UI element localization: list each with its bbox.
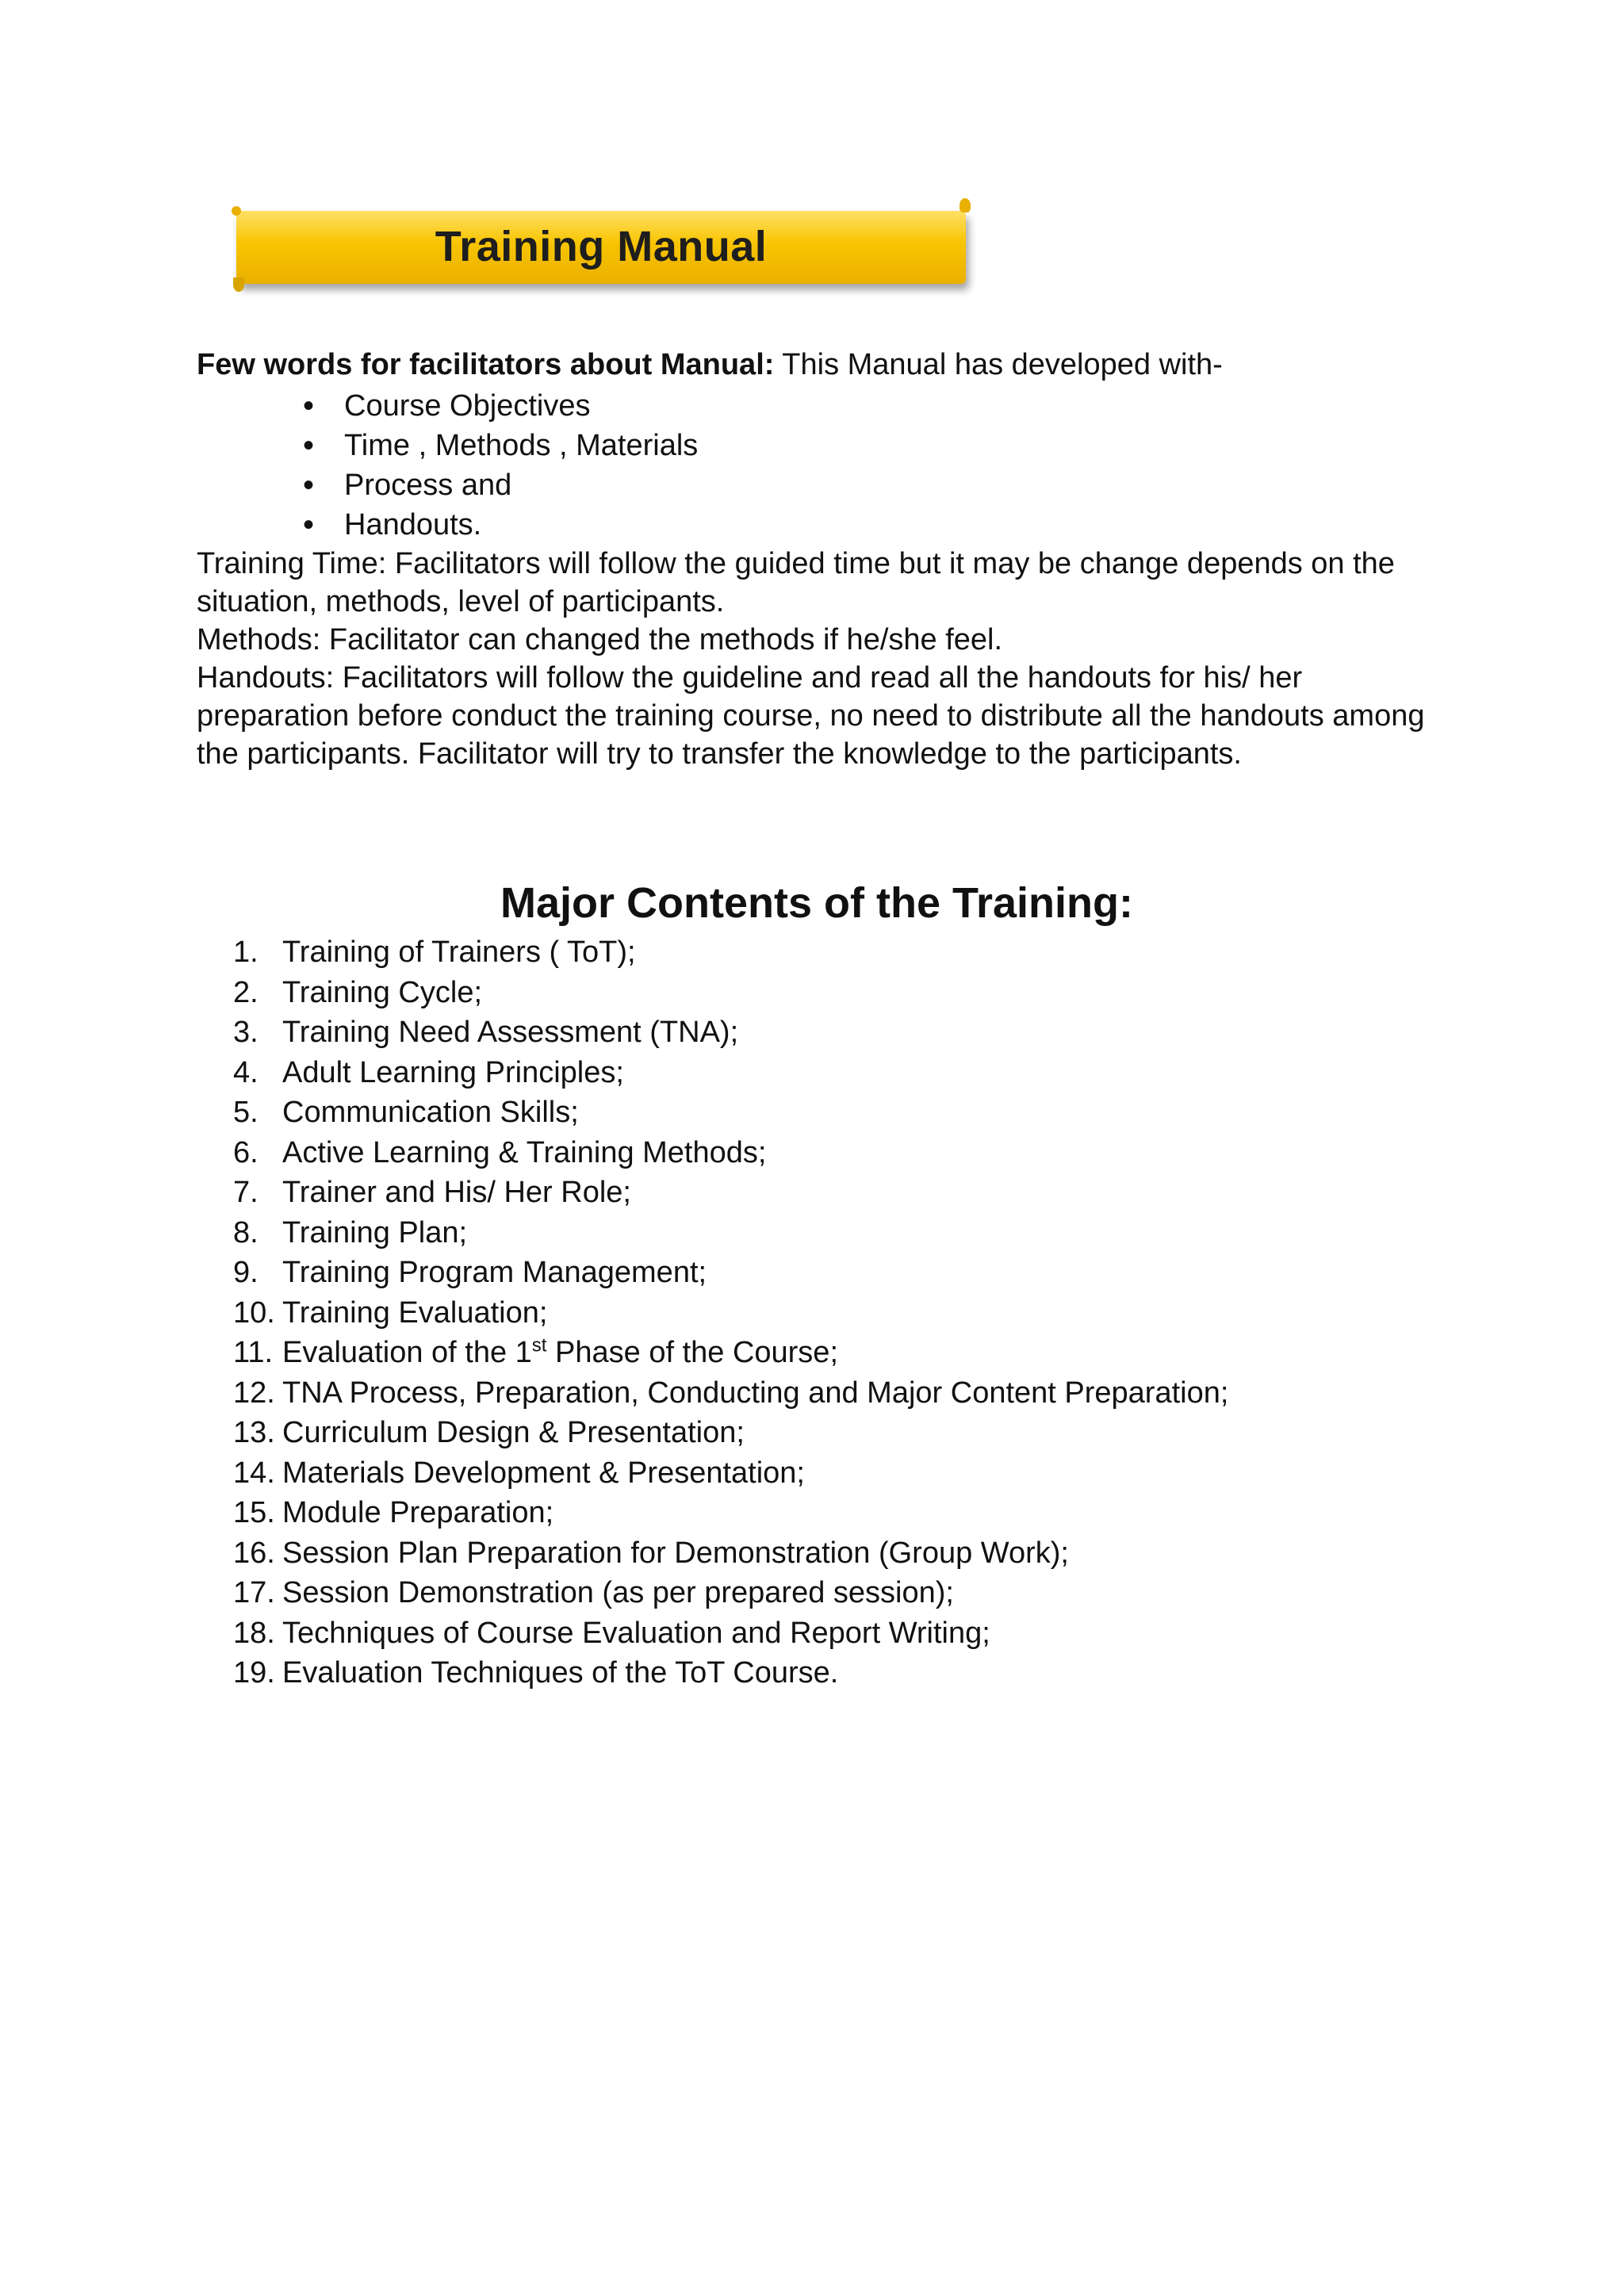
list-item: • Handouts. [303, 505, 698, 545]
methods-paragraph: Methods: Facilitator can changed the methods if he/she feel. [197, 623, 1003, 656]
list-item-number: 17. [233, 1576, 275, 1609]
list-item-number: 4. [233, 1055, 259, 1089]
list-item-number: 7. [233, 1176, 259, 1209]
list-item-text: Training Cycle; [282, 975, 483, 1009]
list-item-text: Session Demonstration (as per prepared session); [282, 1576, 954, 1609]
intro-bullet-list [303, 386, 698, 545]
list-item-text: Evaluation Techniques of the ToT Course. [282, 1656, 839, 1689]
list-item-number: 11. [233, 1336, 274, 1369]
list-item [233, 1093, 1228, 1133]
list-item-text: Communication Skills; [282, 1096, 579, 1129]
list-item [233, 1453, 1228, 1494]
list-item: • Time , Methods , Materials [303, 426, 698, 465]
contents-heading: Major Contents of the Training: [500, 879, 1133, 927]
facilitator-notes [197, 545, 1434, 773]
list-item [233, 1053, 1228, 1093]
training-time-paragraph: Training Time: Facilitators will follow the guided time but it may be change depends on the situation, methods, level of participants. [197, 547, 1395, 618]
list-item [233, 1333, 1228, 1373]
list-item-text: Curriculum Design & Presentation; [282, 1416, 745, 1449]
ordinal-superscript: st [531, 1334, 547, 1357]
list-item-text: Active Learning & Training Methods; [282, 1135, 767, 1169]
list-item [233, 932, 1228, 973]
list-item-text: Training of Trainers ( ToT); [282, 936, 636, 969]
intro-line [197, 346, 1434, 384]
list-item-number: 2. [233, 975, 259, 1009]
banner-curl-decoration [233, 277, 244, 292]
list-item-text: Evaluation of the 1 [282, 1336, 532, 1369]
list-item [233, 1373, 1228, 1414]
list-item-number: 5. [233, 1096, 259, 1129]
list-item-text: Training Need Assessment (TNA); [282, 1016, 739, 1049]
list-item-text: Session Plan Preparation for Demonstration (Group Work); [282, 1536, 1069, 1570]
list-item-text: Techniques of Course Evaluation and Report Writing; [282, 1616, 990, 1650]
intro-lead-bold: Few words for facilitators about Manual: [197, 348, 775, 381]
list-item-text: TNA Process, Preparation, Conducting and Major Content Preparation; [282, 1376, 1229, 1410]
list-item [233, 1133, 1228, 1173]
list-item-number: 6. [233, 1135, 259, 1169]
list-item: • Course Objectives [303, 386, 698, 426]
list-item-number: 1. [233, 936, 259, 969]
list-item [233, 1573, 1228, 1613]
list-item [233, 1533, 1228, 1574]
list-item-number: 8. [233, 1215, 259, 1249]
list-item-number: 3. [233, 1016, 259, 1049]
list-item-number: 16. [233, 1536, 275, 1570]
list-item-text: Adult Learning Principles; [282, 1055, 624, 1089]
list-item-text: Training Program Management; [282, 1256, 707, 1289]
list-item-text: Materials Development & Presentation; [282, 1456, 805, 1490]
list-item [233, 1493, 1228, 1533]
list-item-number: 10. [233, 1295, 275, 1330]
contents-list [233, 932, 1228, 1693]
intro-lead-rest: This Manual has developed with- [774, 348, 1223, 381]
list-item [233, 1012, 1228, 1053]
list-item-number: 9. [233, 1256, 259, 1289]
list-item [233, 1213, 1228, 1253]
list-item [233, 1413, 1228, 1453]
list-item-number: 14. [233, 1456, 275, 1490]
list-item-text: Training Plan; [282, 1215, 468, 1249]
title-banner [236, 211, 966, 284]
list-item [233, 1173, 1228, 1213]
list-item [233, 1293, 1228, 1334]
list-item-number: 12. [233, 1376, 275, 1410]
list-item-number: 13. [233, 1416, 275, 1449]
list-item [233, 1653, 1228, 1693]
list-item-number: 19. [233, 1656, 275, 1689]
list-item-number: 15. [233, 1496, 275, 1529]
list-item-text: Phase of the Course; [546, 1336, 839, 1369]
list-item: • Process and [303, 465, 698, 505]
list-item [233, 973, 1228, 1013]
list-item-text: Module Preparation; [282, 1496, 554, 1529]
list-item-text: Trainer and His/ Her Role; [282, 1176, 631, 1209]
list-item [233, 1613, 1228, 1654]
page-title: Training Manual [435, 223, 768, 270]
handouts-paragraph: Handouts: Facilitators will follow the guideline and read all the handouts for his/ her preparation before conduct the training course, no need to distribute all the handouts among the participants. Facilitator will try to transfer the knowledge to the participants. [197, 661, 1425, 771]
list-item [233, 1253, 1228, 1293]
list-item-text: Training Evaluation; [282, 1295, 548, 1330]
list-item-number: 18. [233, 1616, 275, 1650]
